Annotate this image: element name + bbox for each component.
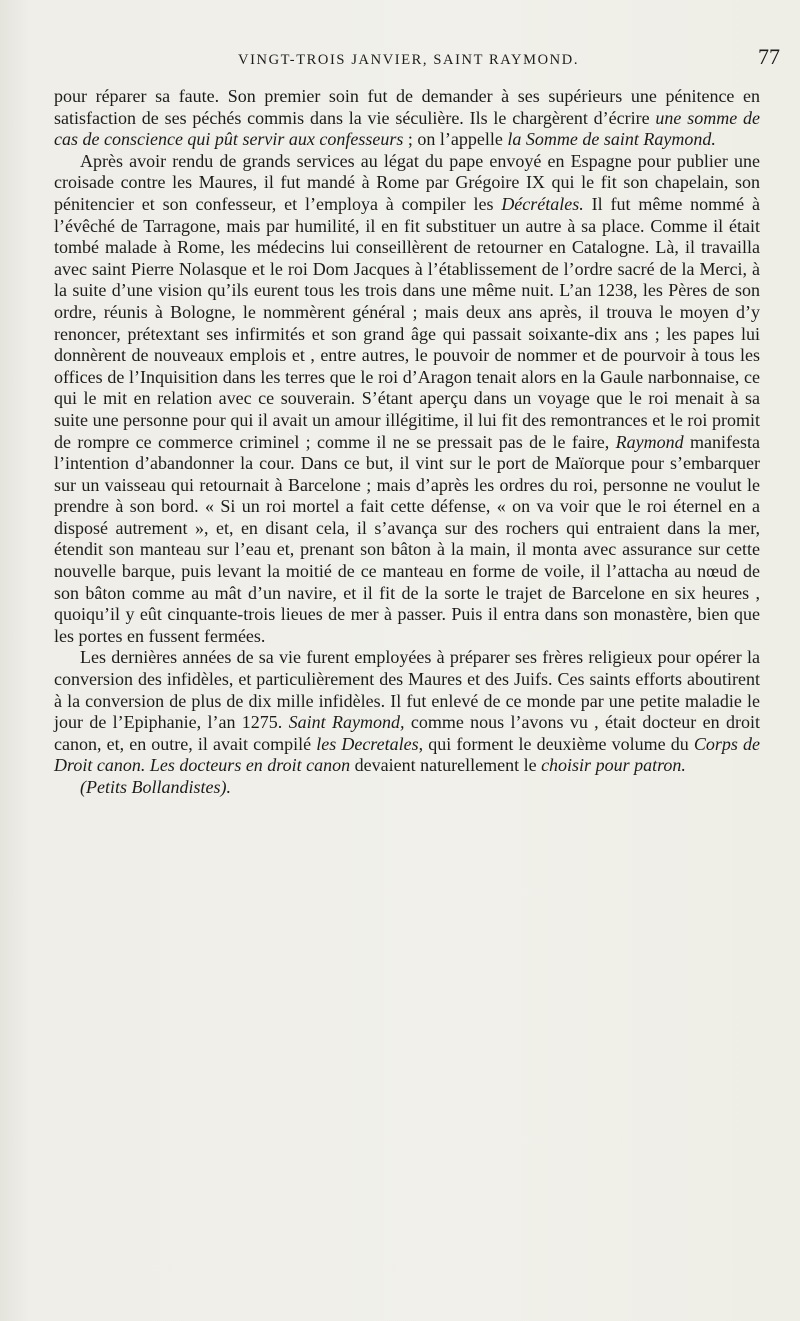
paragraph-2	[54, 151, 760, 648]
italic-run: Décrétales.	[501, 193, 584, 214]
text-run: devaient naturellement le	[350, 755, 542, 776]
text-run: comme nous l’avons vu , était docteur en droit canon, et, en outre, il avait compilé	[54, 712, 760, 754]
text-run: ; on l’appelle	[403, 129, 508, 150]
italic-run: les Decretales	[316, 733, 419, 754]
italic-run: Raymond	[615, 431, 684, 452]
italic-run: la Somme de saint Raymond.	[507, 129, 716, 150]
paragraph-3	[54, 647, 760, 777]
italic-run: Corps de Droit canon. Les docteurs en droit canon	[54, 733, 761, 776]
text-run: manifesta l’intention d’abandonner la cour. Dans ce but, il vint sur le port de Maïorque pour s’embarquer sur un vaisseau qui retournait à Barcelone ; mais d’après les ordres du roi, personne ne voulut le prendre à son bord. « Si un roi mortel a fait cette défense, « on va voir que le roi éternel en a disposé autrement », et, en disant cela, il s’avança sur des rochers qui entraient dans la mer, étendit son manteau sur l’eau et, prenant son bâton à la main, il monta avec assurance sur cette nouvelle barque, puis levant la moitié de ce manteau en forme de voile, il l’attacha au nœud de son bâton comme au mât d’un navire, et il fit de la sorte le trajet de Barcelone en six heures , quoiqu’il y eût cinquante-trois lieues de mer à passer. Puis il entra dans son monastère, bien que les portes en fussent fermées.	[54, 431, 760, 646]
source-citation	[54, 777, 760, 799]
body-text	[54, 86, 760, 799]
paragraph-1	[54, 86, 760, 151]
italic-run: Saint Raymond,	[288, 712, 405, 733]
text-run: , qui forment le deuxième volume du	[418, 733, 694, 754]
text-run: Après avoir rendu de grands services au légat du pape envoyé en Espagne pour publier une croisade contre les Maures, il fut mandé à Rome par Grégoire IX qui le fit son chapelain, son pénitencier et son confesseur, et l’employa à compiler les	[54, 150, 760, 214]
text-run: pour réparer sa faute. Son premier soin fut de demander à ses supérieurs une pénitence en satisfaction de ses péchés commis dans la vie séculière. Ils le chargèrent d’écrire	[54, 86, 760, 128]
italic-run: une somme de cas de conscience qui pût servir aux confesseurs	[54, 107, 760, 150]
running-head: VINGT-TROIS JANVIER, SAINT RAYMOND.	[238, 52, 580, 68]
text-run: Il fut même nommé à l’évêché de Tarragone, mais par humilité, il en fit substituer un autre à sa place. Comme il était tombé malade à Rome, les médecins lui conseillèrent de retourner en Catalogne. Là, il travailla avec saint Pierre Nolasque et le roi Dom Jacques à l’établissement de l’ordre sacré de la Merci, à la suite d’une vision qu’ils eurent tous les trois dans une même nuit. L’an 1238, les Pères de son ordre, réunis à Bologne, le nommèrent général ; mais deux ans après, il trouva le moyen d’y renoncer, prétextant ses infirmités et son grand âge qui passait soixante-dix ans ; les papes lui donnèrent de nouveaux emplois et , entre autres, le pouvoir de nommer et de pourvoir à tous les offices de l’Inquisition dans les terres que le roi d’Aragon tenait alors en la Gaule narbonnaise, ce qui le mit en relation avec ce souverain. S’étant aperçu dans un voyage que le roi menait à sa suite une personne pour qui il avait un amour illégitime, il lui fit des remontrances et le roi promit de rompre ce commerce criminel ; comme il ne se pressait pas de le faire,	[54, 193, 761, 452]
text-run: Les dernières années de sa vie furent employées à préparer ses frères religieux pour opérer la conversion des infidèles, et particulièrement des Maures et des Juifs. Ces saints efforts aboutirent à la conversion de plus de dix mille infidèles. Il fut enlevé de ce monde par une petite maladie le jour de l’Epiphanie, l’an 1275.	[54, 647, 760, 733]
source-text: (Petits Bollandistes).	[80, 777, 231, 797]
page-number: 77	[758, 44, 780, 69]
italic-run: choisir pour patron.	[541, 755, 686, 776]
